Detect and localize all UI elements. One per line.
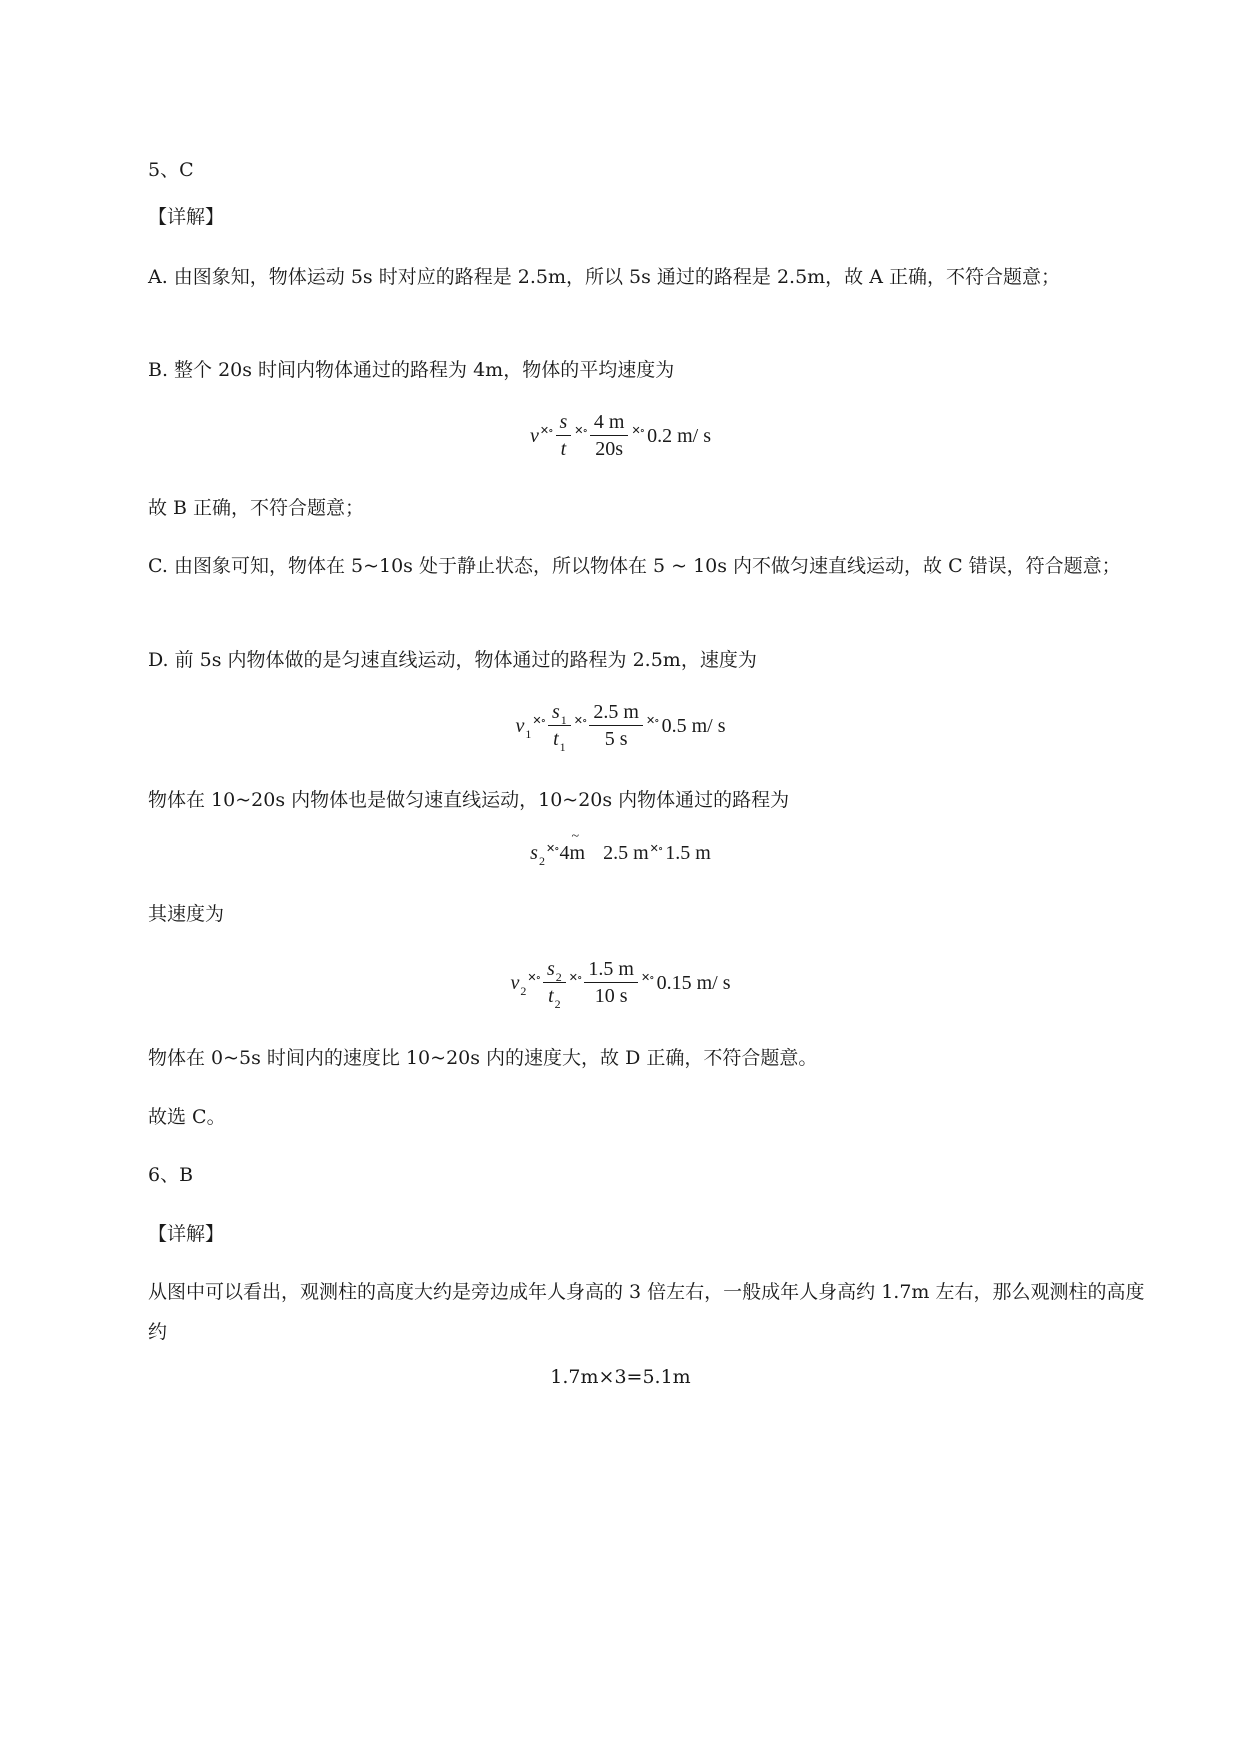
formula-speed-first-segment [0, 701, 1241, 754]
fraction-numerator: 4 m [590, 412, 629, 436]
formula-term: 4 [559, 842, 570, 864]
fraction-values [589, 702, 643, 749]
equals-glyph: ✕∘ [573, 715, 587, 727]
fraction-denominator: $t_1$ [553, 728, 566, 754]
q5-detail-label: 【详解】 [148, 206, 225, 228]
equals-glyph: ✕∘ [640, 972, 654, 984]
q5-option-c: C. 由图象可知，物体在 5~10s 处于静止状态，所以物体在 5 ~ 10s 内不做匀速直线运动，故 C 错误，符合题意； [148, 555, 1121, 577]
fraction-values [584, 959, 638, 1006]
formula-term: 2.5 m [603, 842, 649, 864]
fraction-s-over-t [556, 412, 572, 459]
equals-glyph: ✕∘ [574, 425, 587, 437]
equals-glyph: ✕∘ [545, 842, 559, 855]
formula-speed-second-segment [0, 958, 1241, 1011]
fraction-denominator: $t_2$ [548, 985, 561, 1011]
formula-var-s: $s_2$ [530, 842, 545, 868]
fraction-numerator: 2.5 m [589, 702, 643, 726]
formula-unit-with-tilde: m ~ [569, 829, 586, 864]
equals-glyph: ✕∘ [631, 425, 645, 437]
fraction-values [590, 412, 629, 459]
fraction-s-over-t [543, 958, 566, 1011]
equals-glyph: ✕∘ [527, 972, 540, 984]
q5-segment-two-text: 物体在 10~20s 内物体也是做匀速直线运动，10~20s 内物体通过的路程为 [148, 789, 790, 811]
fraction-denominator: 5 s [604, 728, 628, 750]
equals-glyph: ✕∘ [649, 842, 663, 855]
q5-speed-label: 其速度为 [148, 903, 225, 925]
q5-answer: 故选 C。 [148, 1106, 226, 1128]
equals-glyph: ✕∘ [568, 972, 582, 984]
fraction-numerator: s [556, 412, 572, 436]
fraction-numerator: 1.5 m [584, 959, 638, 983]
q5-heading: 5、C [148, 159, 194, 181]
equals-glyph: ✕∘ [532, 715, 545, 727]
formula-distance-second-segment [0, 829, 1241, 868]
formula-result: 0.5 m/ s [661, 714, 726, 737]
fraction-denominator: 10 s [594, 985, 628, 1007]
fraction-denominator: 20s [595, 438, 624, 460]
formula-expression: 1.7m×3=5.1m [550, 1366, 691, 1388]
formula-var-v: v [530, 424, 539, 447]
formula-result: 0.2 m/ s [647, 424, 711, 447]
formula-result: 1.5 m [665, 842, 711, 864]
q5-option-a: A. 由图象知，物体运动 5s 时对应的路程是 2.5m，所以 5s 通过的路程是 2.5m，故 A 正确，不符合题意； [148, 266, 1060, 288]
formula-var-v: $v_2$ [510, 971, 527, 998]
fraction-numerator: $s_1$ [548, 702, 571, 726]
q5-option-d: D. 前 5s 内物体做的是匀速直线运动，物体通过的路程为 2.5m，速度为 [148, 649, 757, 671]
fraction-numerator: $s_2$ [543, 959, 566, 983]
q6-heading: 6、B [148, 1164, 194, 1186]
equals-glyph: ✕∘ [539, 425, 553, 437]
formula-result: 0.15 m/ s [656, 971, 731, 994]
q6-detail-label: 【详解】 [148, 1223, 225, 1245]
q6-explanation: 从图中可以看出，观测柱的高度大约是旁边成年人身高的 3 倍左右，一般成年人身高约 1.7m 左右，那么观测柱的高度约 [148, 1281, 1145, 1343]
formula-column-height [0, 1368, 1241, 1387]
formula-var-v: $v_1$ [515, 714, 532, 741]
formula-average-speed [0, 412, 1241, 459]
equals-glyph: ✕∘ [645, 715, 659, 727]
q5-option-b-conclusion: 故 B 正确，不符合题意； [148, 497, 365, 519]
fraction-s-over-t [548, 701, 571, 754]
fraction-denominator: t [560, 438, 567, 460]
q5-option-b: B. 整个 20s 时间内物体通过的路程为 4m，物体的平均速度为 [148, 359, 675, 381]
q5-comparison: 物体在 0~5s 时间内的速度比 10~20s 内的速度大，故 D 正确，不符合题意。 [148, 1047, 818, 1069]
